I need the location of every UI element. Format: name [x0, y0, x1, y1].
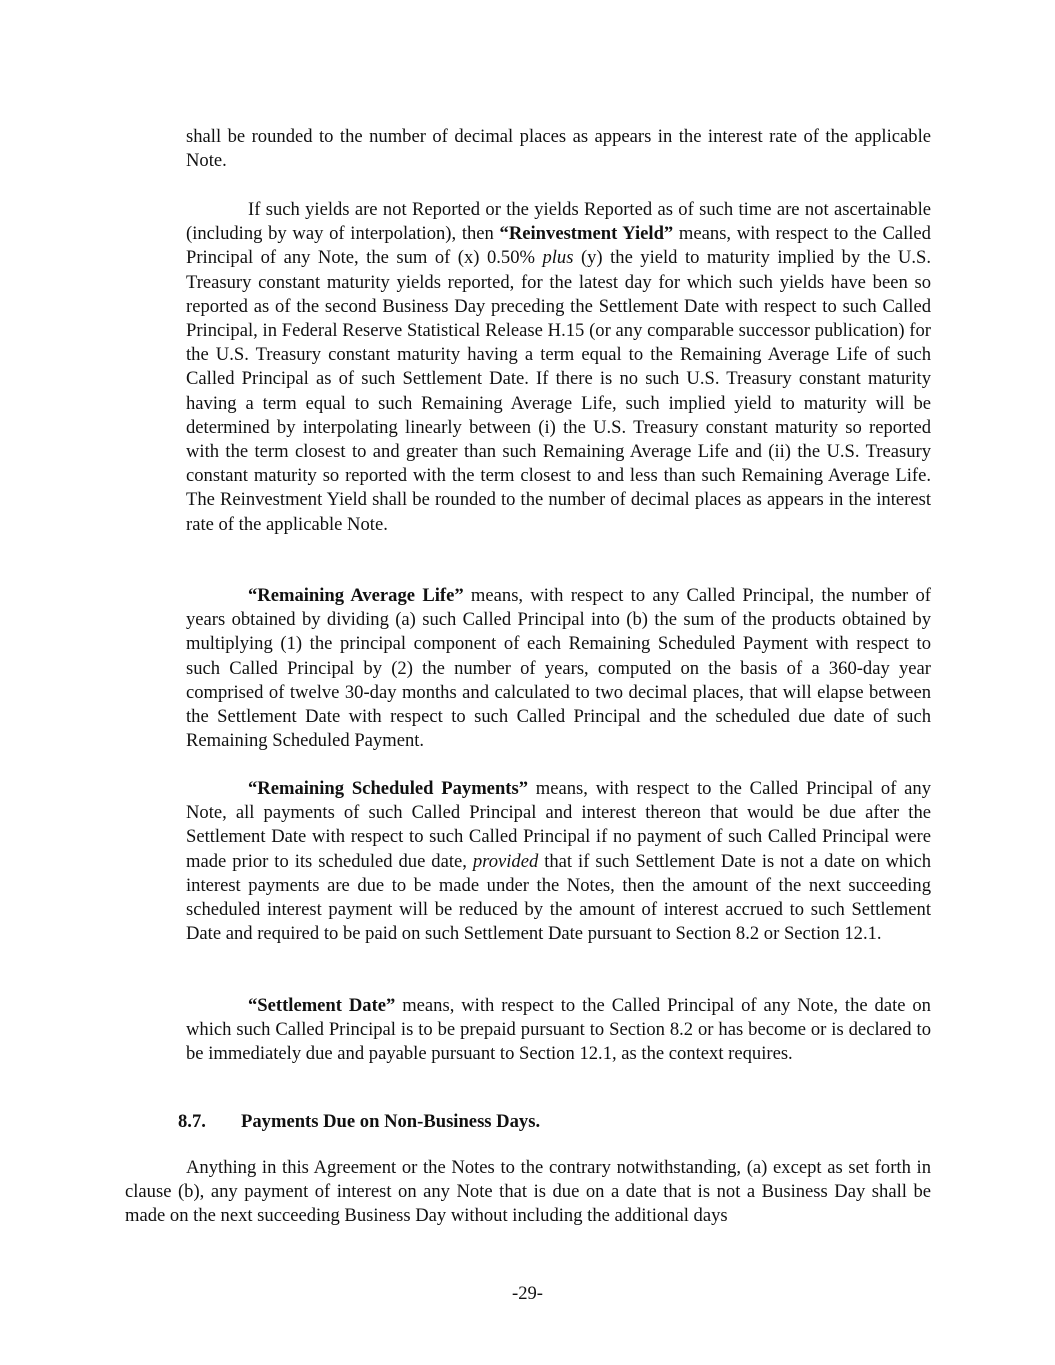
paragraph-text: shall be rounded to the number of decimal places as appears in the interest rate of the applicable Note. — [186, 126, 931, 172]
paragraph-text: that if such Settlement Date is not a date on which interest payments are due to be made under the Notes, then the amount of the next succeeding scheduled interest payment will be reduced by the amount of interest accrued to such Settlement Date and required to be paid on such Settlement Date pursuant to Section 8.2 or Section 12.1. — [186, 850, 931, 945]
paragraph-section-body — [125, 1156, 931, 1229]
paragraph-settlement-date — [186, 994, 931, 1067]
paragraph-text: means, with respect to the Called Principal of any Note, the sum of (x) 0.50% — [186, 223, 931, 269]
section-title: Payments Due on Non-Business Days. — [241, 1111, 541, 1132]
page-number: -29- — [512, 1283, 543, 1304]
defined-term-settlement-date: “Settlement Date” — [248, 995, 396, 1016]
paragraph-text: (y) the yield to maturity implied by the U.S. Treasury constant maturity yields reported, for the latest day for which such yields have been so reported as of the second Business Day preceding the Settlement Date with respect to such Called Principal, in Federal Reserve Statistical Release H.15 (or any comparable successor publication) for the U.S. Treasury constant maturity having a term equal to the Remaining Average Life of such Called Principal as of such Settlement Date. If there is no such U.S. Treasury constant maturity having a term equal to such Remaining Average Life, such implied yield to maturity will be determined by interpolating linearly between (i) the U.S. Treasury constant maturity so reported with the term closest to and greater than such Remaining Average Life and (ii) the U.S. Treasury constant maturity so reported with the term closest to and less than such Remaining Average Life. The Reinvestment Yield shall be rounded to the number of decimal places as appears in the interest rate of the applicable Note. — [186, 247, 931, 535]
paragraph-text: means, with respect to any Called Principal, the number of years obtained by dividing (a) such Called Principal into (b) the sum of the products obtained by multiplying (1) the principal component of each Remaining Scheduled Payment with respect to such Called Principal by (2) the number of years, computed on the basis of a 360-day year comprised of twelve 30-day months and calculated to two decimal places, that will elapse between the Settlement Date with respect to such Called Principal and the scheduled due date of such Remaining Scheduled Payment. — [186, 585, 931, 752]
defined-term-remaining-average-life: “Remaining Average Life” — [248, 585, 464, 606]
defined-term-reinvestment-yield: “Reinvestment Yield” — [499, 223, 674, 245]
italic-provided: provided — [472, 850, 539, 872]
paragraph-continuation — [186, 125, 931, 173]
paragraph-remaining-scheduled-payments — [186, 777, 931, 946]
paragraph-text: means, with respect to the Called Principal of any Note, all payments of such Called Principal and interest thereon that would be due after the Settlement Date with respect to such Called Principal if no payment of such Called Principal were made prior to its scheduled due date, — [186, 778, 931, 872]
section-heading — [178, 1110, 540, 1134]
paragraph-reinvestment-yield — [186, 198, 931, 537]
italic-plus: plus — [542, 247, 574, 269]
paragraph-text: If such yields are not Reported or the yields Reported as of such time are not ascertainable (including by way of interpolation), then — [186, 199, 931, 245]
defined-term-remaining-scheduled-payments: “Remaining Scheduled Payments” — [248, 778, 529, 799]
paragraph-remaining-average-life — [186, 584, 931, 753]
section-number: 8.7. — [178, 1111, 206, 1132]
paragraph-text: Anything in this Agreement or the Notes to the contrary notwithstanding, (a) except as set forth in clause (b), any payment of interest on any Note that is due on a date that is not a Business Day shall be made on the next succeeding Business Day without including the additional days — [125, 1157, 931, 1227]
paragraph-text: means, with respect to the Called Principal of any Note, the date on which such Called Principal is to be prepaid pursuant to Section 8.2 or has become or is declared to be immediately due and payable pursuant to Section 12.1, as the context requires. — [186, 995, 931, 1065]
